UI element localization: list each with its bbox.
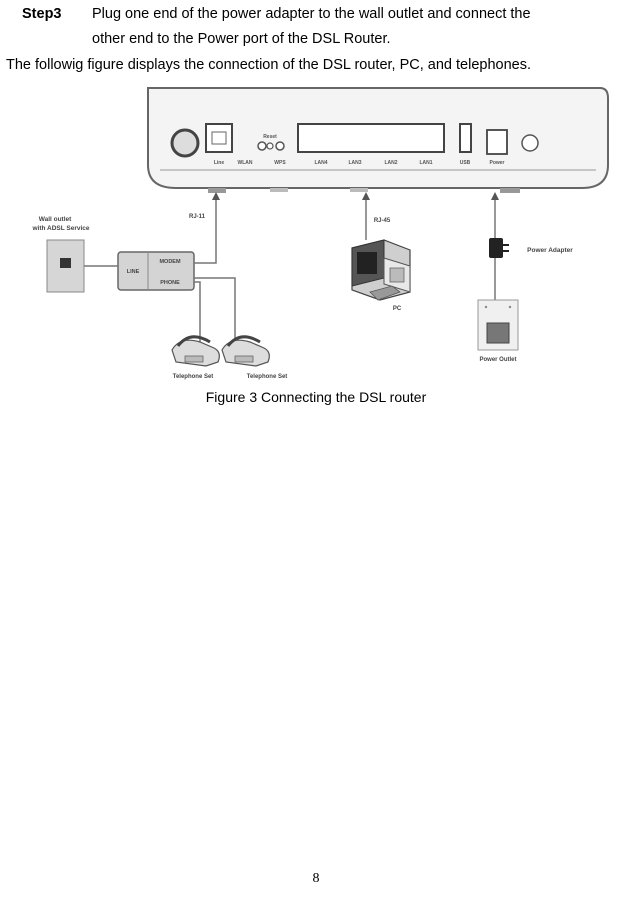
power-adapter-label: Power Adapter [527,247,573,254]
telephone-set-1 [172,337,219,366]
port-label-usb: USB [459,160,471,166]
arrow-up-icon [212,192,220,200]
adsl-splitter [118,252,194,290]
wall-outlet [31,216,89,292]
reset-label: Reset [263,134,277,140]
step-text-line-2: other end to the Power port of the DSL Router. [92,31,391,47]
step-label: Step3 [22,6,62,22]
rj45-label: RJ-45 [373,218,391,224]
splitter-line-label: LINE [126,269,140,275]
step-text-line-1: Plug one end of the power adapter to the wall outlet and connect the [92,6,531,22]
wall-outlet-label-1: Wall outlet [38,216,72,223]
telephone-set-1-label: Telephone Set [172,374,214,380]
page-number: 8 [312,871,320,886]
figure-caption: Figure 3 Connecting the DSL router [205,389,427,405]
antenna-connector-icon [172,130,198,156]
splitter-phone-label: PHONE [160,280,180,286]
wall-outlet-label-2: with ADSL Service [32,225,90,232]
rj11-label: RJ-11 [188,214,206,220]
power-adapter-icon [489,238,509,258]
port-label-lan2: LAN2 [384,160,398,166]
pc-icon [352,240,410,300]
port-label-wlan: WLAN [237,160,253,166]
power-switch-icon [522,135,538,151]
port-label-wps: WPS [274,160,286,166]
port-label-lan3: LAN3 [348,160,362,166]
arrow-up-icon [362,192,370,200]
telephone-set-2-label: Telephone Set [246,374,288,380]
port-label-lan4: LAN4 [314,160,328,166]
power-outlet [478,300,518,350]
port-label-line: Line [213,160,225,166]
dsl-router [148,88,608,193]
telephone-set-2 [222,337,269,366]
connection-diagram [0,80,632,386]
pc-label: PC [392,306,402,312]
port-label-power: Power [489,160,505,166]
port-label-lan1: LAN1 [419,160,433,166]
intro-paragraph: The followig figure displays the connection of the DSL router, PC, and telephones. [6,57,532,73]
splitter-modem-label: MODEM [159,259,181,265]
arrow-up-icon [491,192,499,200]
power-outlet-label: Power Outlet [479,357,517,363]
